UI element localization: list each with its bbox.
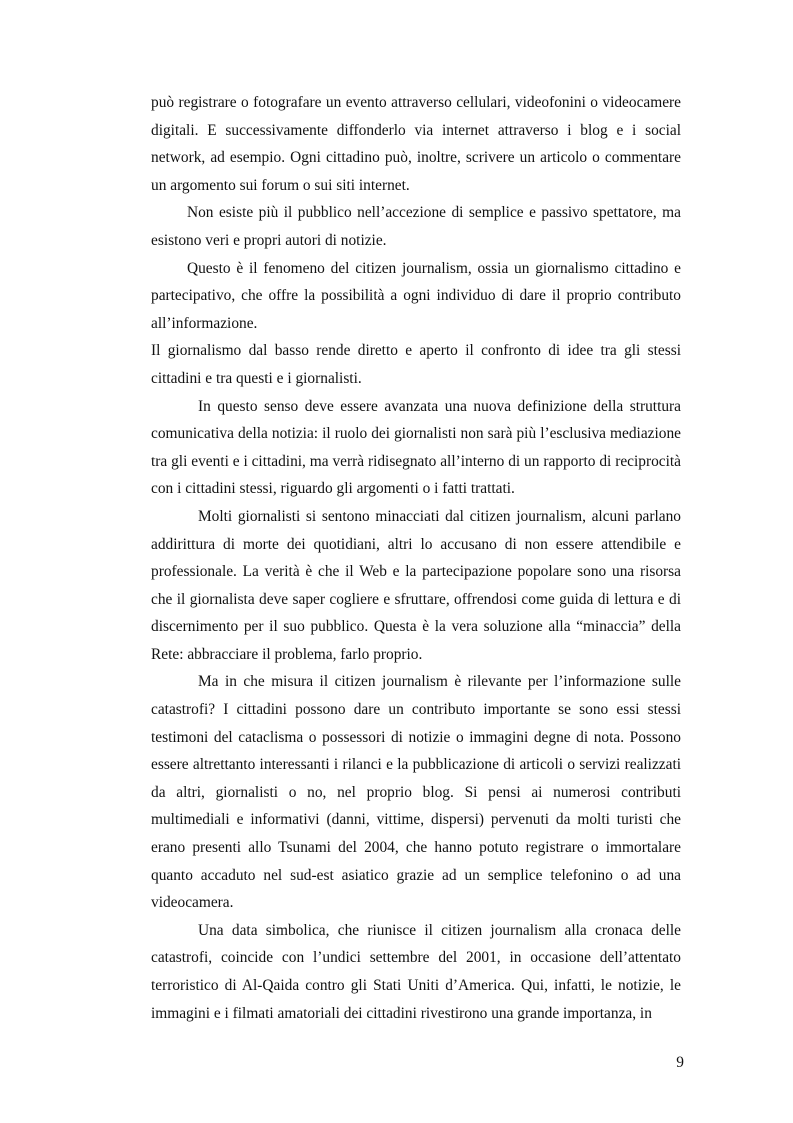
paragraph-7: Ma in che misura il citizen journalism è rilevante per l’informazione sulle catastrofi? I cittadini possono dare un contributo importante se sono essi stessi testimoni del cataclisma o possessori di notizie o immagini degne di nota. Possono essere altrettanto interessanti i rilanci e la pubblicazione di articoli o servizi realizzati da altri, giornalisti o no, nel proprio blog. Si pensi ai numerosi contributi multimediali e informativi (danni, vittime, dispersi) pervenuti da molti turisti che erano presenti allo Tsunami del 2004, che hanno potuto registrare o immortalare quanto accaduto nel sud-est asiatico grazie ad un semplice telefonino o ad una videocamera. bbox=[151, 673, 681, 912]
paragraph-5: In questo senso deve essere avanzata una nuova definizione della struttura comunicativa della notizia: il ruolo dei giornalisti non sarà più l’esclusiva mediazione tra gli eventi e i cittadini, ma verrà ridisegnato all’interno di un rapporto di reciprocità con i cittadini stessi, riguardo gli argomenti o i fatti trattati. bbox=[151, 397, 681, 498]
paragraph-1: può registrare o fotografare un evento attraverso cellulari, videofonini o videocamere digitali. E successivamente diffonderlo via internet attraverso i blog e i social network, ad esempio. Ogni cittadino può, inoltre, scrivere un articolo o commentare un argomento sui forum o sui siti internet. bbox=[151, 94, 681, 194]
paragraph-4: Il giornalismo dal basso rende diretto e aperto il confronto di idee tra gli stessi cittadini e tra questi e i giornalisti. bbox=[151, 342, 681, 387]
paragraph-2: Non esiste più il pubblico nell’accezione di semplice e passivo spettatore, ma esistono veri e propri autori di notizie. bbox=[151, 204, 681, 249]
paragraph-3: Questo è il fenomeno del citizen journalism, ossia un giornalismo cittadino e partecipativo, che offre la possibilità a ogni individuo di dare il proprio contributo all’informazione. bbox=[151, 259, 681, 332]
paragraph-6: Molti giornalisti si sentono minacciati dal citizen journalism, alcuni parlano addirittura di morte dei quotidiani, altri lo accusano di non essere attendibile e professionale. La verità è che il Web e la partecipazione popolare sono una risorsa che il giornalista deve saper cogliere e sfruttare, offrendosi come guida di lettura e di discernimento per il suo pubblico. Questa è la vera soluzione alla “minaccia” della Rete: abbracciare il problema, farlo proprio. bbox=[151, 507, 681, 663]
page-number: 9 bbox=[676, 1054, 684, 1071]
paragraph-8: Una data simbolica, che riunisce il citizen journalism alla cronaca delle catastrofi, coincide con l’undici settembre del 2001, in occasione dell’attentato terroristico di Al-Qaida contro gli Stati Uniti d’America. Qui, infatti, le notizie, le immagini e i filmati amatoriali dei cittadini rivestirono una grande importanza, in bbox=[151, 921, 681, 1022]
body-text bbox=[151, 89, 681, 1027]
